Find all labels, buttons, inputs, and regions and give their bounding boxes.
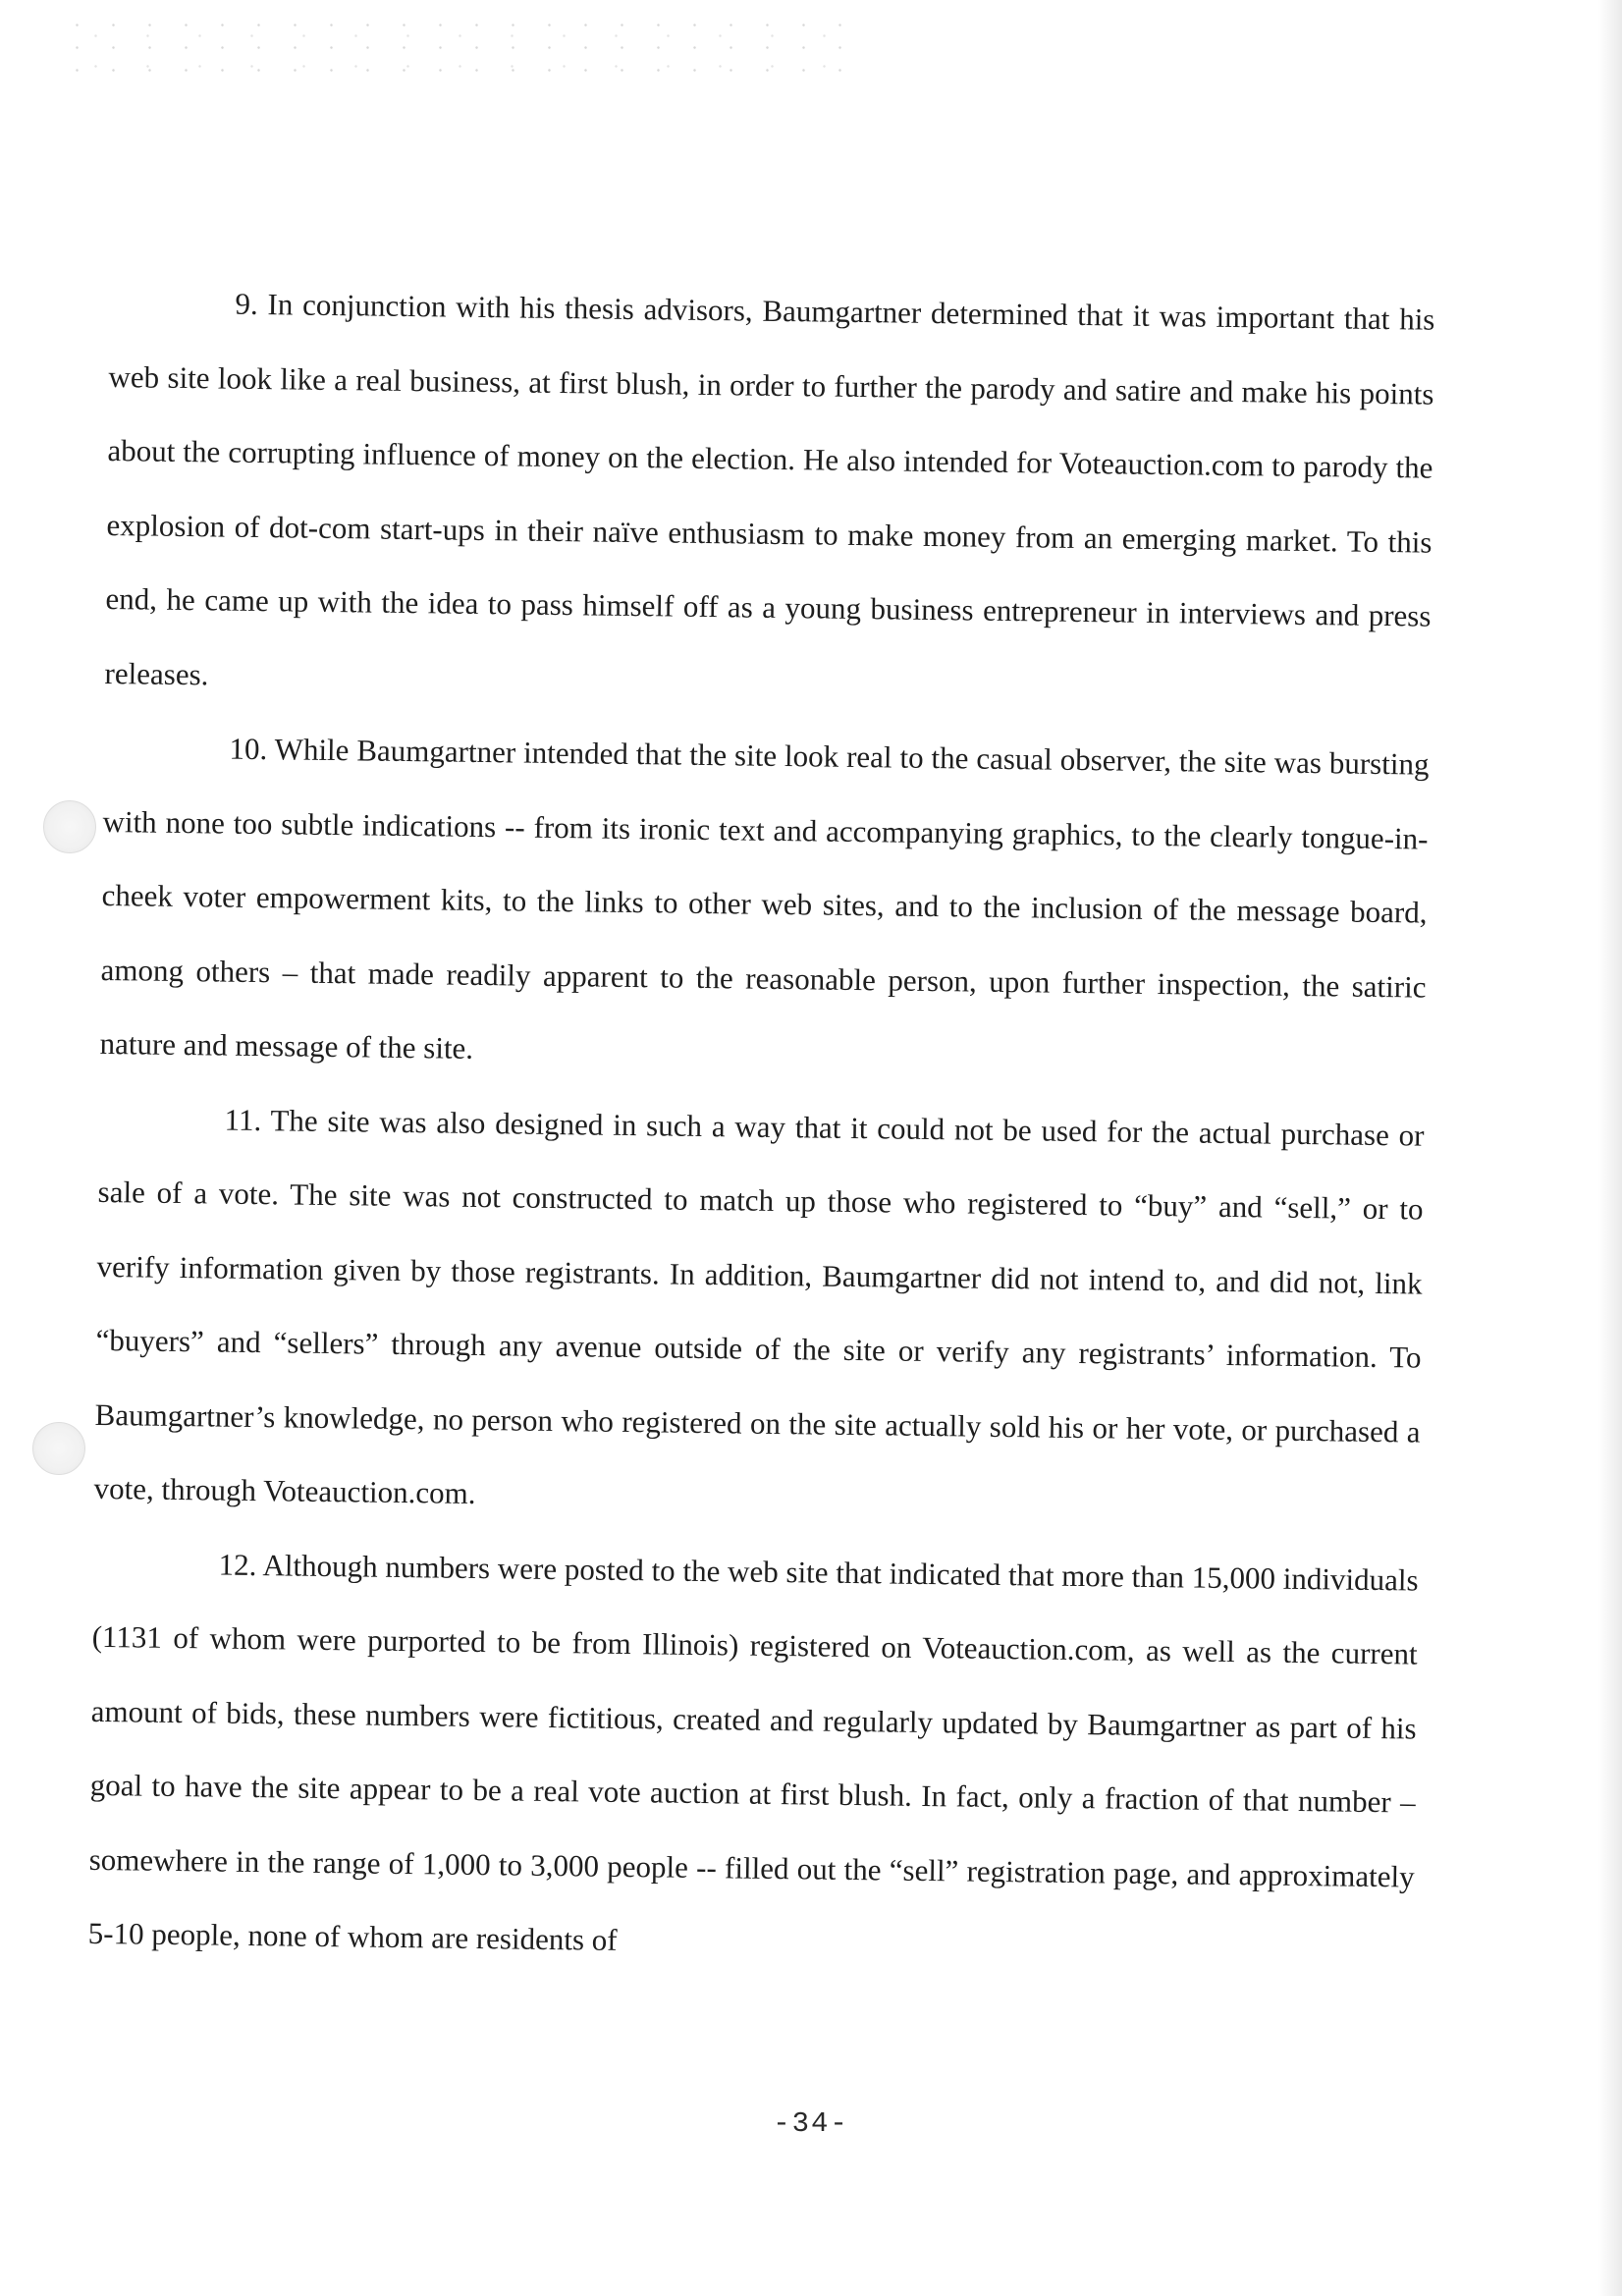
page-edge-shadow xyxy=(1598,0,1622,2296)
scan-noise xyxy=(59,14,864,73)
paragraph-10: 10. While Baumgartner intended that the site look real to the casual observer, the site was bursting with none too subtle indications -- from its ironic text and accompanying graphics, to the clearly tongue-in-cheek voter empowerment kits, to the links to other web sites, and to the inclusion of the message board, among others – that made readily apparent to the reasonable person, upon further inspection, the satiric nature and message of the site. xyxy=(99,731,1430,1066)
document-body xyxy=(87,265,1435,1988)
punch-hole xyxy=(32,1422,85,1475)
paragraph-9: 9. In conjunction with his thesis advisors, Baumgartner determined that it was important that his web site look like a real business, at first blush, in order to further the parody and satire and make his points about the corrupting influence of money on the election. He also intended for Voteauction.com to parody the explosion of dot-com start-ups in their naïve enthusiasm to make money from an emerging market. To this end, he came up with the idea to pass himself off as a young business entrepreneur in interviews and press releases. xyxy=(104,286,1435,691)
paragraph-12: 12. Although numbers were posted to the web site that indicated that more than 15,000 individuals (1131 of whom were purported to be from Illinois) registered on Voteauction.com, as well as the current amount of bids, these numbers were fictitious, created and regularly updated by Baumgartner as part of his goal to have the site appear to be a real vote auction at first blush. In fact, only a fraction of that number – somewhere in the range of 1,000 to 3,000 people -- filled out the “sell” registration page, and approximately 5-10 people, none of whom are residents of xyxy=(87,1547,1419,1957)
paragraph-11: 11. The site was also designed in such a way that it could not be used for the actual purchase or sale of a vote. The site was not constructed to match up those who registered to “buy” and “sell,” or to verify information given by those registrants. In addition, Baumgartner did not intend to, and did not, link “buyers” and “sellers” through any avenue outside of the site or verify any registrants’ information. To Baumgartner’s knowledge, no person who registered on the site actually sold his or her vote, or purchased a vote, through Voteauction.com. xyxy=(93,1102,1425,1510)
punch-hole xyxy=(43,800,96,853)
page-number: -34- xyxy=(773,2107,849,2140)
